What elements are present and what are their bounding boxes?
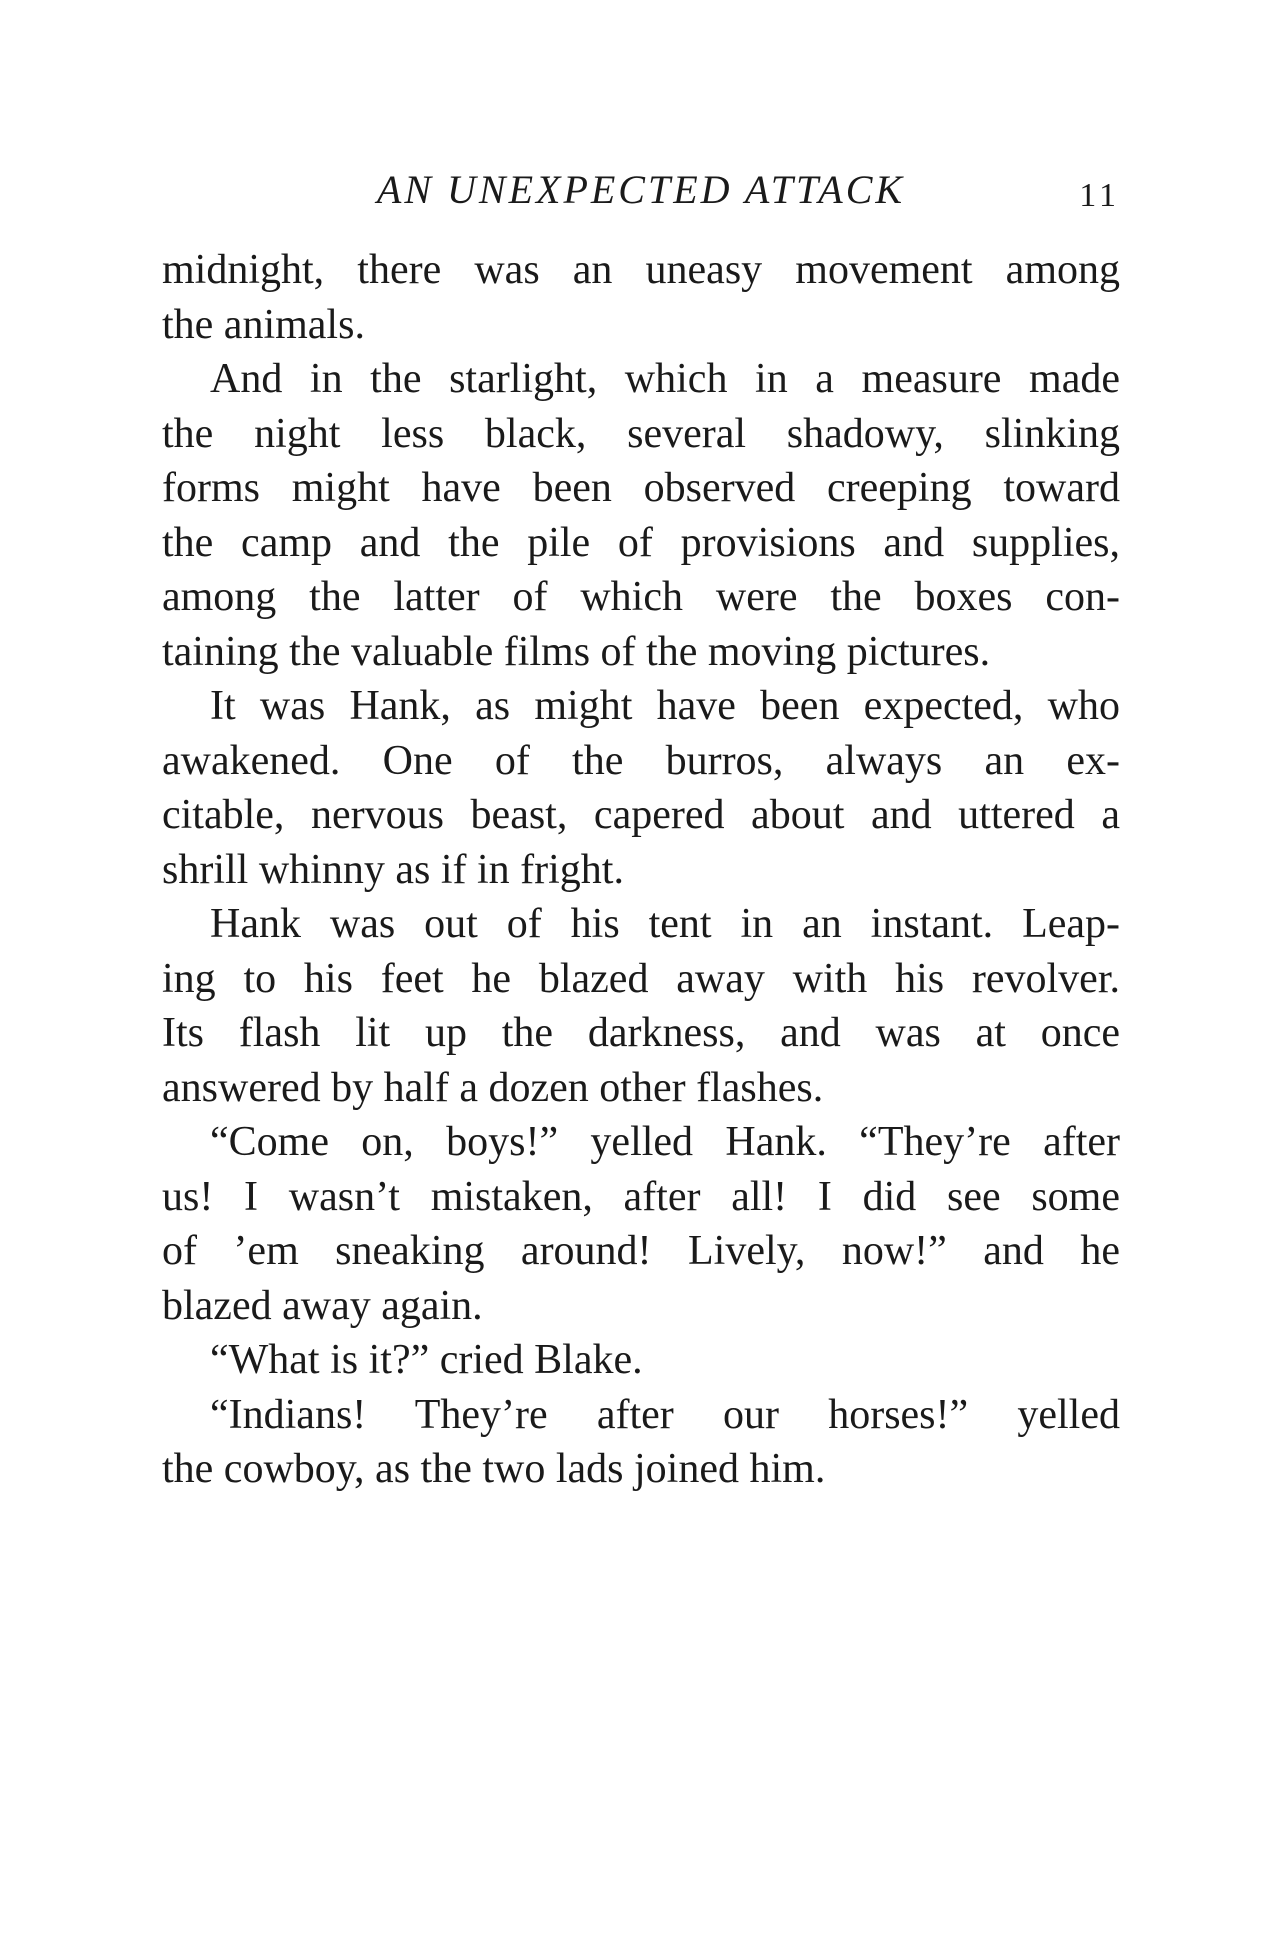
text-line: citable, nervous beast, capered about and uttered a bbox=[162, 792, 1120, 838]
running-title: AN UNEXPECTED ATTACK bbox=[376, 167, 906, 212]
text-line: answered by half a dozen other flashes. bbox=[162, 1064, 824, 1111]
text-line: “What is it?” cried Blake. bbox=[210, 1337, 643, 1383]
text-line: forms might have been observed creeping toward bbox=[162, 465, 1120, 511]
text-line: “Come on, boys!” yelled Hank. “They’re after bbox=[210, 1119, 1120, 1165]
text-line: the animals. bbox=[162, 301, 365, 348]
text-line: “Indians! They’re after our horses!” yelled bbox=[210, 1391, 1120, 1438]
text-line: It was Hank, as might have been expected, who bbox=[210, 683, 1120, 729]
text-line: us! I wasn’t mistaken, after all! I did see some bbox=[162, 1173, 1120, 1220]
text-line: the cowboy, as the two lads joined him. bbox=[162, 1446, 826, 1492]
text-line: awakened. One of the burros, always an ex- bbox=[162, 737, 1120, 784]
text-line: And in the starlight, which in a measure made bbox=[210, 356, 1120, 402]
text-line: the camp and the pile of provisions and supplies, bbox=[162, 519, 1120, 566]
text-line: midnight, there was an uneasy movement among bbox=[162, 247, 1120, 293]
body-text bbox=[162, 243, 1120, 1497]
text-line: blazed away again. bbox=[162, 1282, 483, 1329]
text-line: taining the valuable films of the moving pictures. bbox=[162, 628, 991, 675]
text-line: the night less black, several shadowy, slinking bbox=[162, 410, 1120, 457]
text-line: of ’em sneaking around! Lively, now!” and he bbox=[162, 1228, 1120, 1274]
text-line: among the latter of which were the boxes con- bbox=[162, 574, 1120, 620]
text-line: Its flash lit up the darkness, and was at once bbox=[162, 1010, 1120, 1056]
text-line: shrill whinny as if in fright. bbox=[162, 846, 624, 893]
text-line: Hank was out of his tent in an instant. Leap- bbox=[210, 901, 1120, 947]
text-line: ing to his feet he blazed away with his revolver. bbox=[162, 955, 1120, 1002]
page-number: 11 bbox=[1079, 177, 1120, 214]
running-head bbox=[162, 162, 1120, 218]
